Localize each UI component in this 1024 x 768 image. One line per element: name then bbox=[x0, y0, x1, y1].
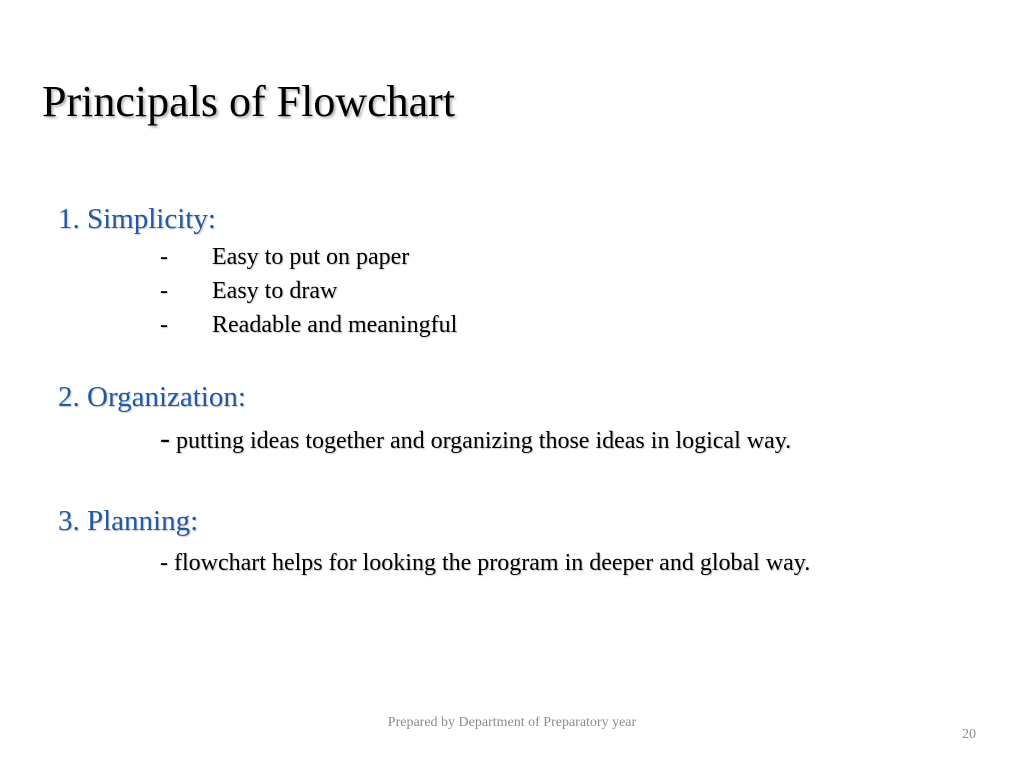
bullet-dash: - bbox=[160, 244, 168, 270]
bullet-item bbox=[160, 310, 457, 340]
bullet-text: Easy to draw bbox=[212, 278, 338, 304]
bullet-item bbox=[160, 242, 409, 272]
bullet-item bbox=[160, 424, 791, 456]
footer-prepared-by: Prepared by Department of Preparatory year bbox=[387, 715, 637, 730]
bullet-text: Readable and meaningful bbox=[212, 312, 458, 338]
bullet-text: Easy to put on paper bbox=[212, 244, 410, 270]
slide-title: Principals of Flowchart bbox=[42, 77, 456, 126]
bullet-dash: - bbox=[160, 422, 170, 455]
section-heading-organization: 2. Organization: bbox=[58, 381, 246, 413]
bullet-item bbox=[160, 548, 810, 578]
section-heading-planning: 3. Planning: bbox=[58, 505, 199, 537]
bullet-dash: - bbox=[160, 278, 168, 304]
bullet-text: putting ideas together and organizing those ideas in logical way. bbox=[176, 428, 792, 454]
page-number: 20 bbox=[962, 727, 976, 742]
section-heading-simplicity: 1. Simplicity: bbox=[58, 203, 216, 235]
bullet-text: flowchart helps for looking the program in deeper and global way. bbox=[174, 550, 811, 576]
bullet-item bbox=[160, 276, 337, 306]
bullet-dash: - bbox=[160, 550, 168, 576]
bullet-dash: - bbox=[160, 312, 168, 338]
